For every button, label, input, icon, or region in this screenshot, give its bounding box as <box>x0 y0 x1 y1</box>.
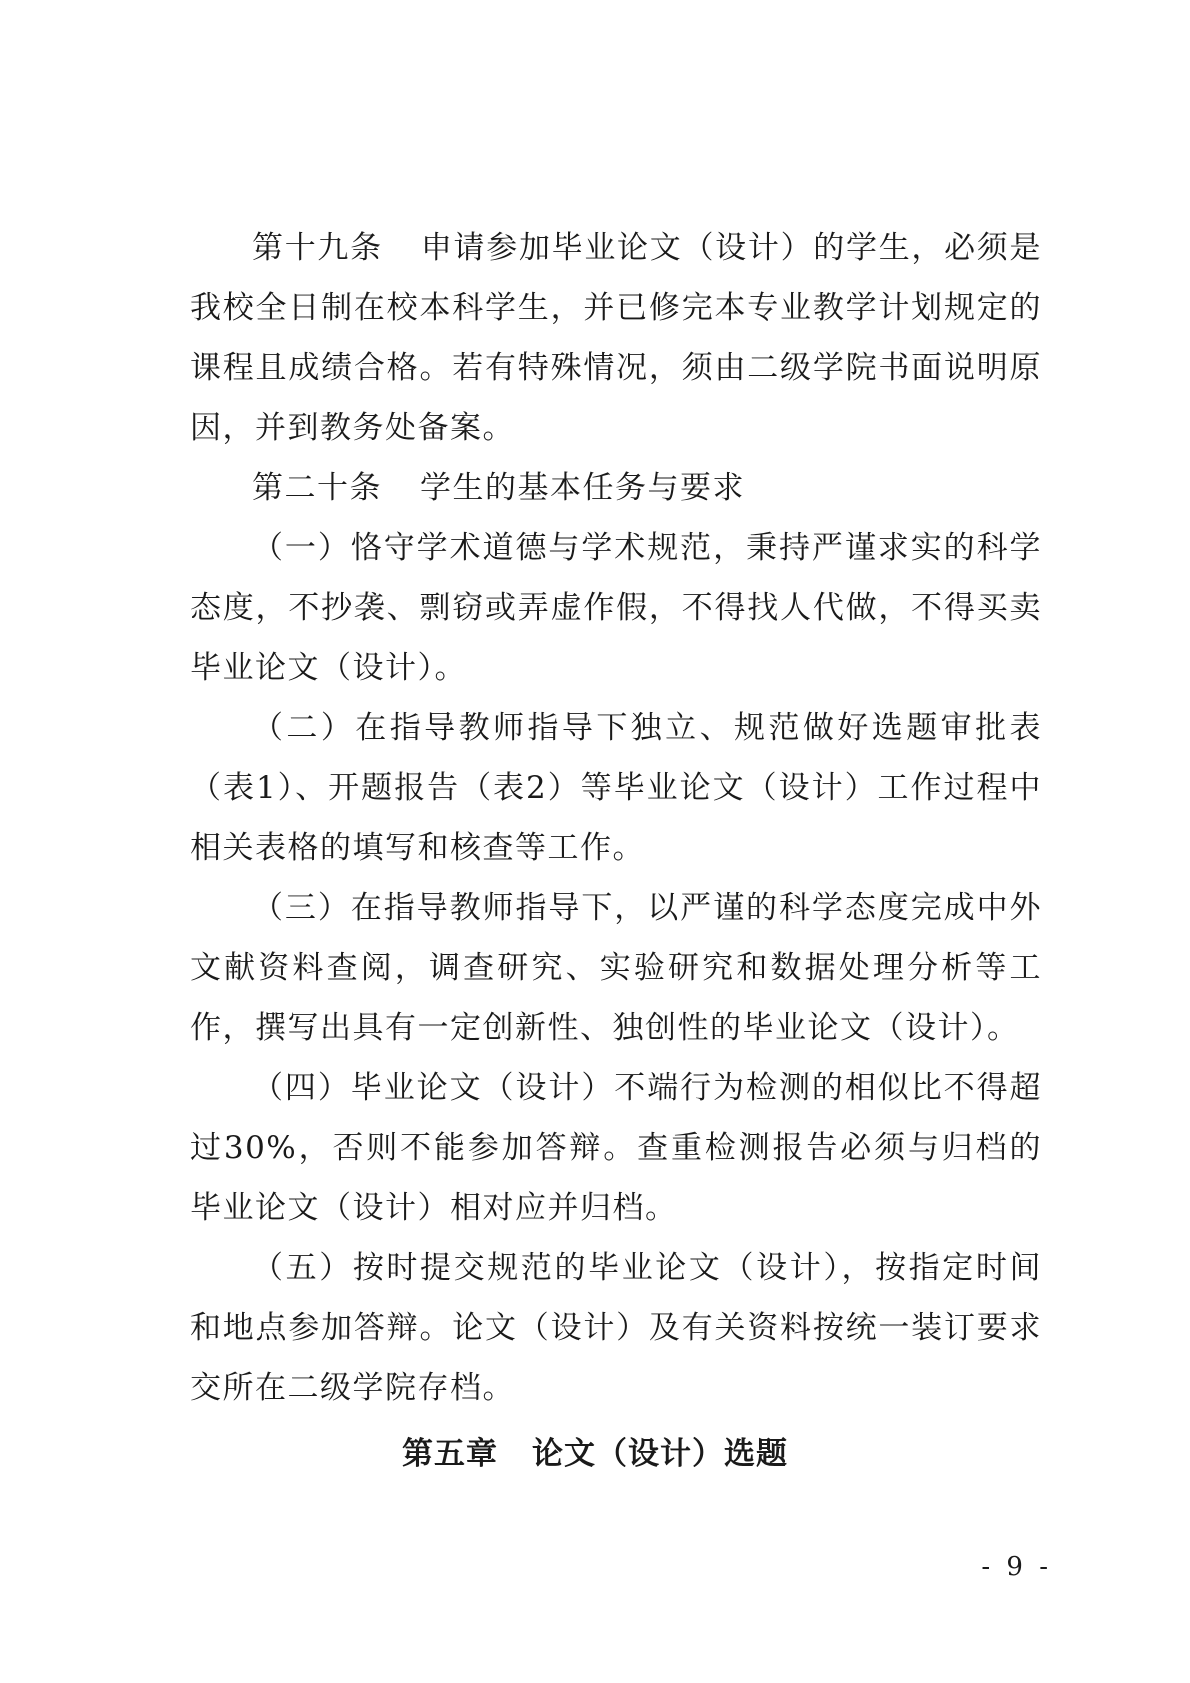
chapter-number: 第五章 <box>402 1436 498 1472</box>
chapter-title: 论文（设计）选题 <box>532 1436 788 1472</box>
article-20-item-5: （五）按时提交规范的毕业论文（设计），按指定时间和地点参加答辩。论文（设计）及有关资料按统一装订要求交所在二级学院存档。 <box>190 1250 1042 1406</box>
article-20-item-1: （一）恪守学术道德与学术规范，秉持严谨求实的科学态度，不抄袭、剽窃或弄虚作假，不得找人代做，不得买卖毕业论文（设计）。 <box>190 530 1042 686</box>
article-19-text: 申请参加毕业论文（设计）的学生，必须是我校全日制在校本科学生，并已修完本专业教学计划规定的课程且成绩合格。若有特殊情况，须由二级学院书面说明原因，并到教务处备案。 <box>190 230 1043 446</box>
article-19-paragraph <box>190 218 1042 458</box>
chapter-heading <box>0 1428 1190 1473</box>
article-20-item-2: （二）在指导教师指导下独立、规范做好选题审批表（表1）、开题报告（表2）等毕业论文（设计）工作过程中相关表格的填写和核查等工作。 <box>190 710 1042 866</box>
article-20-item-4: （四）毕业论文（设计）不端行为检测的相似比不得超过30%，否则不能参加答辩。查重检测报告必须与归档的毕业论文（设计）相对应并归档。 <box>190 1070 1042 1226</box>
page-number: - 9 - <box>981 1552 1052 1582</box>
article-20-item-3: （三）在指导教师指导下，以严谨的科学态度完成中外文献资料查阅，调查研究、实验研究和数据处理分析等工作，撰写出具有一定创新性、独创性的毕业论文（设计）。 <box>190 890 1042 1046</box>
document-body <box>190 218 1042 1418</box>
article-19-heading: 第十九条 <box>252 230 383 266</box>
article-20-paragraph <box>190 458 1042 518</box>
article-20-heading: 第二十条 <box>252 470 382 506</box>
article-20-title: 学生的基本任务与要求 <box>420 470 745 506</box>
